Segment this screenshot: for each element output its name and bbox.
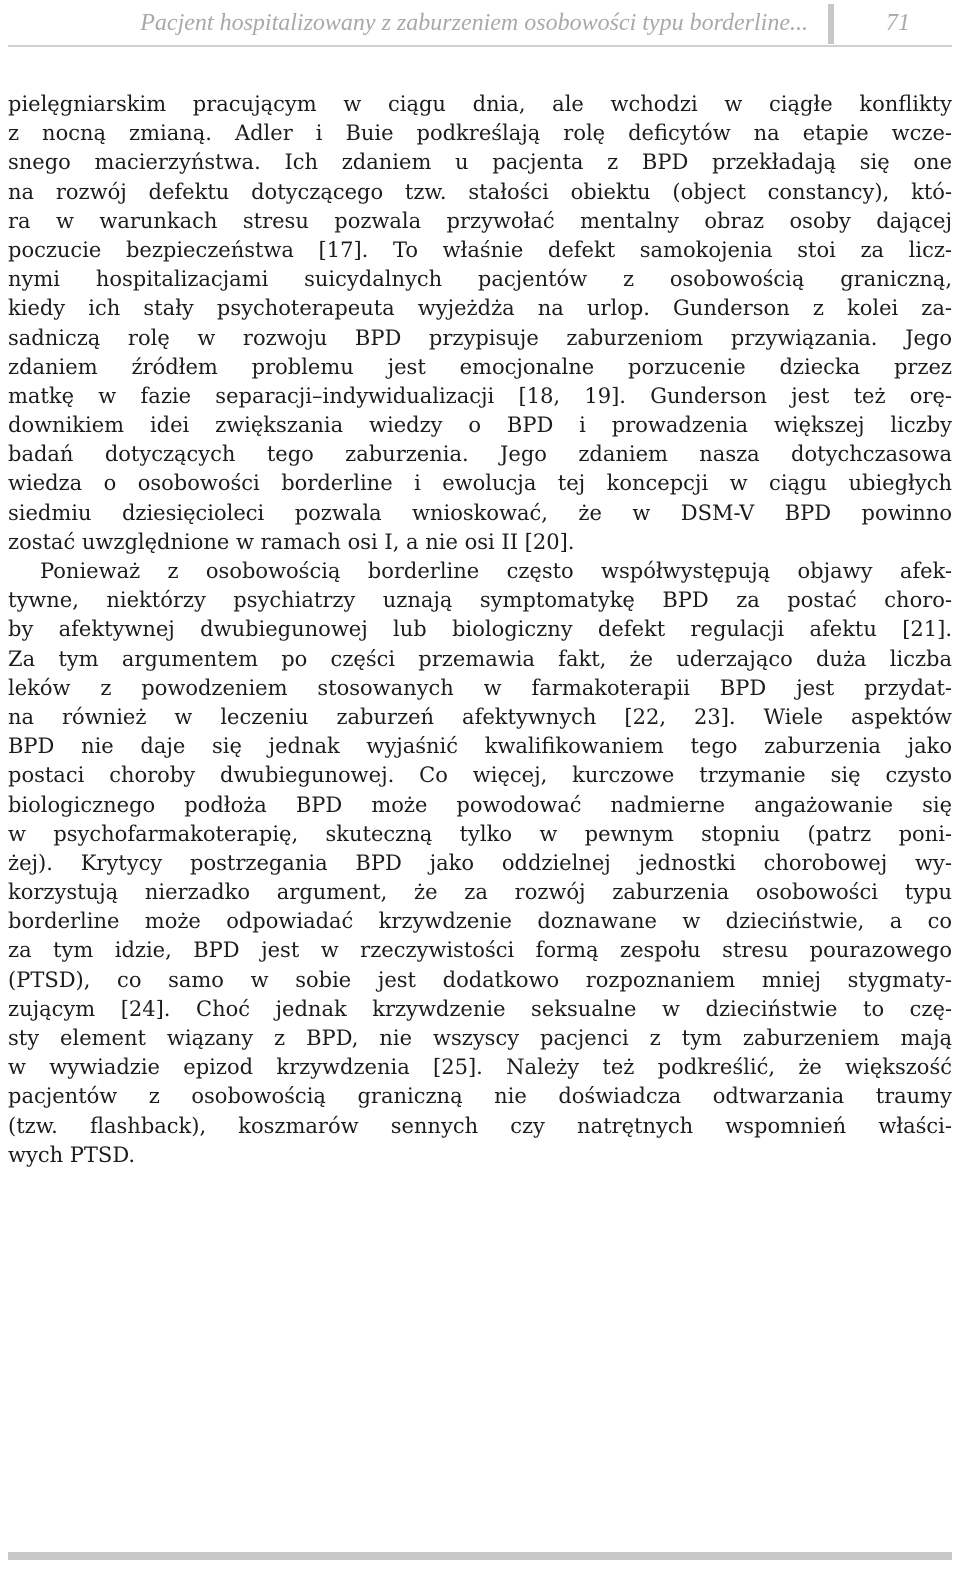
- text-line: siedmiu dziesięcioleci pozwala wnioskować, że w DSM-V BPD powinno: [8, 500, 952, 525]
- text-line: downikiem idei zwiększania wiedzy o BPD i prowadzenia większej liczby: [8, 413, 952, 438]
- text-line: na również w leczeniu zaburzeń afektywnych [22, 23]. Wiele aspektów: [8, 704, 952, 729]
- footer-rule: [8, 1552, 952, 1560]
- text-line: pielęgniarskim pracującym w ciągu dnia, ale wchodzi w ciągłe konflikty: [8, 92, 952, 116]
- text-line: poczucie bezpieczeństwa [17]. To właśnie defekt samokojenia stoi za licz-: [8, 237, 952, 262]
- text-line: borderline może odpowiadać krzywdzenie doznawane w dzieciństwie, a co: [8, 909, 952, 934]
- page-header: [0, 0, 960, 48]
- page-number: 71: [886, 10, 910, 36]
- text-line: korzystują nierzadko argument, że za rozwój zaburzenia osobowości typu: [8, 880, 952, 905]
- text-line: wych PTSD.: [8, 1142, 136, 1167]
- text-line: sadniczą rolę w rozwoju BPD przypisuje zaburzeniom przywiązania. Jego: [8, 325, 952, 350]
- text-line: w psychofarmakoterapię, skuteczną tylko w pewnym stopniu (patrz poni-: [8, 821, 952, 846]
- header-divider: [828, 4, 834, 44]
- text-line: pacjentów z osobowością graniczną nie doświadcza odtwarzania traumy: [8, 1084, 952, 1109]
- header-rule: [8, 45, 952, 47]
- text-line: (tzw. flashback), koszmarów sennych czy natrętnych wspomnień właści-: [8, 1113, 952, 1138]
- text-line: biologicznego podłoża BPD może powodować nadmierne angażowanie się: [8, 792, 952, 817]
- text-line: żej). Krytycy postrzegania BPD jako oddzielnej jednostki chorobowej wy-: [8, 850, 952, 875]
- text-line: leków z powodzeniem stosowanych w farmakoterapii BPD jest przydat-: [8, 675, 952, 700]
- text-line: by afektywnej dwubiegunowej lub biologiczny defekt regulacji afektu [21].: [8, 617, 952, 642]
- text-line: BPD nie daje się jednak wyjaśnić kwalifikowaniem tego zaburzenia jako: [8, 734, 952, 759]
- text-line: w wywiadzie epizod krzywdzenia [25]. Należy też podkreślić, że większość: [8, 1055, 952, 1080]
- body-text: [8, 90, 952, 1170]
- text-line: matkę w fazie separacji–indywidualizacji [18, 19]. Gunderson jest też orę-: [8, 383, 952, 408]
- text-line: zdaniem źródłem problemu jest emocjonalne porzucenie dziecka przez: [8, 354, 952, 379]
- text-line: snego macierzyństwa. Ich zdaniem u pacjenta z BPD przekładają się one: [8, 150, 952, 175]
- text-line: zostać uwzględnione w ramach osi I, a nie osi II [20].: [8, 529, 575, 554]
- text-line: ra w warunkach stresu pozwala przywołać mentalny obraz osoby dającej: [8, 208, 952, 233]
- text-line: (PTSD), co samo w sobie jest dodatkowo rozpoznaniem mniej stygmaty-: [8, 967, 952, 992]
- text-line: tywne, niektórzy psychiatrzy uznają symptomatykę BPD za postać choro-: [8, 588, 952, 613]
- text-line: postaci choroby dwubiegunowej. Co więcej, kurczowe trzymanie się czysto: [8, 763, 952, 788]
- text-line: zującym [24]. Choć jednak krzywdzenie seksualne w dzieciństwie to czę-: [8, 996, 952, 1021]
- text-line: Za tym argumentem po części przemawia fakt, że uderzająco duża liczba: [8, 646, 952, 671]
- text-line: sty element wiązany z BPD, nie wszyscy pacjenci z tym zaburzeniem mają: [8, 1026, 952, 1050]
- running-title: Pacjent hospitalizowany z zaburzeniem osobowości typu borderline...: [140, 10, 808, 36]
- text-line: na rozwój defektu dotyczącego tzw. stałości obiektu (object constancy), któ-: [8, 179, 952, 204]
- paragraph: [8, 90, 952, 557]
- text-line: za tym idzie, BPD jest w rzeczywistości formą zespołu stresu pourazowego: [8, 938, 952, 963]
- text-line: z nocną zmianą. Adler i Buie podkreślają rolę deficytów na etapie wcze-: [8, 121, 952, 146]
- paragraph: [8, 557, 952, 1170]
- text-line: badań dotyczących tego zaburzenia. Jego zdaniem nasza dotychczasowa: [8, 442, 952, 467]
- text-line: wiedza o osobowości borderline i ewolucja tej koncepcji w ciągu ubiegłych: [8, 471, 952, 496]
- text-line: kiedy ich stały psychoterapeuta wyjeżdża na urlop. Gunderson z kolei za-: [8, 296, 952, 321]
- text-line: Ponieważ z osobowością borderline często współwystępują objawy afek-: [40, 559, 952, 583]
- text-line: nymi hospitalizacjami suicydalnych pacjentów z osobowością graniczną,: [8, 267, 952, 292]
